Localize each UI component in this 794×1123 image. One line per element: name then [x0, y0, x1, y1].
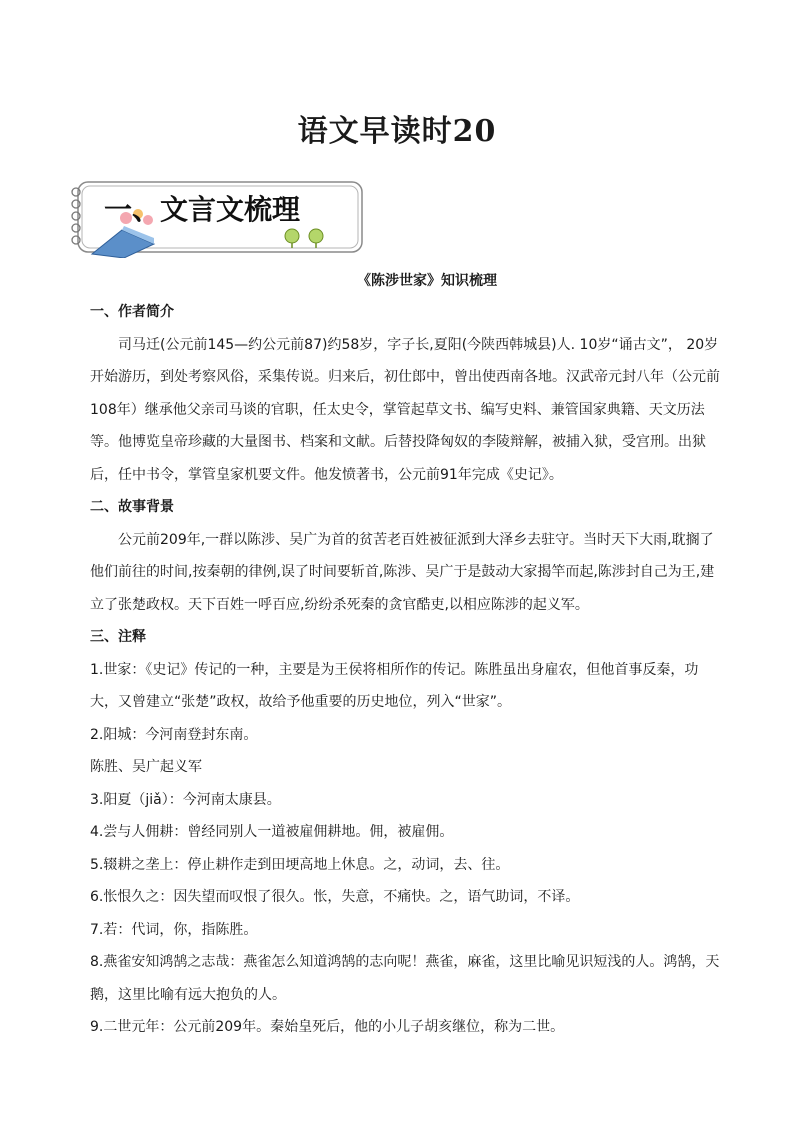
note-item: 3.阳夏（jiǎ）：今河南太康县。	[90, 791, 281, 808]
page-title: 语文早读时20	[297, 114, 497, 149]
note-item: 陈胜、吴广起义军	[90, 759, 202, 775]
section-banner-title: 一、文言文梳理	[104, 193, 301, 226]
notes-heading: 三、注释	[90, 629, 146, 645]
subtitle: 《陈涉世家》知识梳理	[357, 273, 497, 289]
background-heading: 二、故事背景	[90, 499, 174, 515]
note-item: 2.阳城：今河南登封东南。	[90, 726, 258, 743]
note-item: 9.二世元年：公元前209年。秦始皇死后，他的小儿子胡亥继位，称为二世。	[90, 1019, 565, 1035]
author-paragraph: 司马迁(公元前145—约公元前87)约58岁，字子长,夏阳(今陕西韩城县)人. 10岁“诵古文”， 20岁开始游历，到处考察风俗，采集传说。归来后，初仕郎中，曾出使西南各地。汉武帝元封八年（公元前108年）继承他父亲司马谈的官职，任太史令，掌管起草文书、编写史料、兼管国家典籍、天文历法等。他博览皇帝珍藏的大量图书、档案和文献。后替投降匈奴的李陵辩解，被捕入狱，受宫刑。出狱后，任中书令，掌管皇家机要文件。他发愤著书，公元前91年完成《史记》。	[90, 336, 720, 483]
note-item: 8.燕雀安知鸿鹄之志哉：燕雀怎么知道鸿鹄的志向呢！燕雀，麻雀，这里比喻见识短浅的人。鸿鹄，天鹅，这里比喻有远大抱负的人。	[90, 954, 720, 1003]
note-item: 7.若：代词，你，指陈胜。	[90, 921, 258, 938]
background-paragraph: 公元前209年,一群以陈涉、吴广为首的贫苦老百姓被征派到大泽乡去驻守。当时天下大雨,耽搁了他们前往的时间,按秦朝的律例,误了时间要斩首,陈涉、吴广于是鼓动大家揭竿而起,陈涉封自己为王,建立了张楚政权。天下百姓一呼百应,纷纷杀死秦的贪官酷吏,以相应陈涉的起义军。	[90, 531, 715, 613]
note-item: 5.辍耕之垄上：停止耕作走到田埂高地上休息。之，动词，去、往。	[90, 856, 510, 873]
document-body	[90, 296, 720, 1044]
note-item: 4.尝与人佣耕：曾经同别人一道被雇佣耕地。佣，被雇佣。	[90, 824, 454, 840]
author-heading: 一、作者简介	[90, 304, 174, 320]
note-item: 6.怅恨久之：因失望而叹恨了很久。怅，失意，不痛快。之，语气助词，不译。	[90, 889, 580, 905]
note-item: 1.世家：《史记》传记的一种，主要是为王侯将相所作的传记。陈胜虽出身雇农，但他首事反秦，功大，又曾建立“张楚”政权，故给予他重要的历史地位，列入“世家”。	[90, 661, 699, 710]
